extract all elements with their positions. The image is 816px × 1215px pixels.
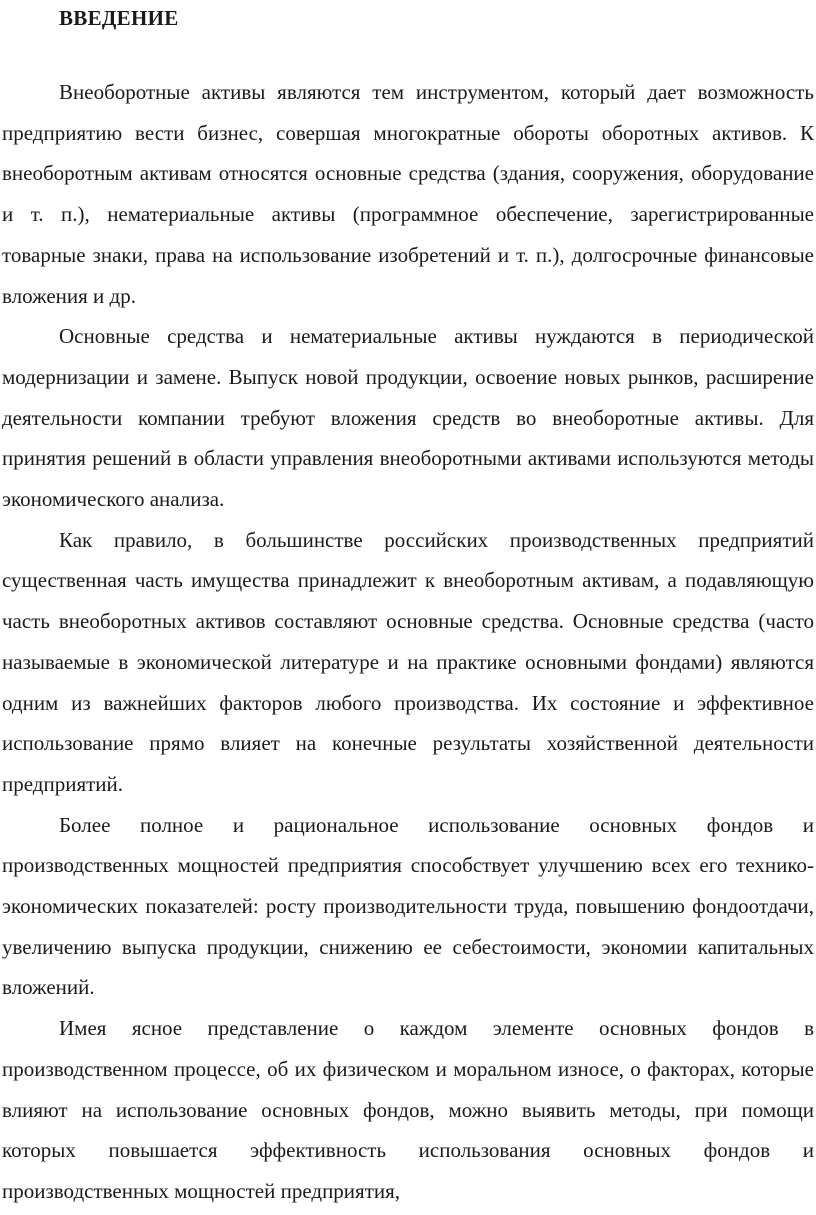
paragraph-3: Как правило, в большинстве российских производственных предприятий существенная часть имущества принадлежит к внеоборотным активам, а подавляющую часть внеоборотных активов составляют основные средства. Основные средства (часто называемые в экономической литературе и на практике основными фондами) являются одним из важнейших факторов любого производства. Их состояние и эффективное использование прямо влияет на конечные результаты хозяйственной деятельности предприятий. bbox=[2, 527, 814, 796]
paragraph-2: Основные средства и нематериальные активы нуждаются в периодической модернизации и замене. Выпуск новой продукции, освоение новых рынков, расширение деятельности компании требуют вложения средств во внеоборотные активы. Для принятия решений в области управления внеоборотными активами используются методы экономического анализа. bbox=[2, 324, 814, 512]
paragraph-4: Более полное и рациональное использование основных фондов и производственных мощностей предприятия способствует улучшению всех его технико-экономических показателей: росту производительности труда, повышению фондоотдачи, увеличению выпуска продукции, снижению ее себестоимости, экономии капитальных вложений. bbox=[2, 812, 814, 1000]
paragraph-5: Имея ясное представление о каждом элементе основных фондов в производственном процессе, об их физическом и моральном износе, о факторах, которые влияют на использование основных фондов, можно выявить методы, при помощи которых повышается эффективность использования основных фондов и производственных мощностей предприятия, bbox=[2, 1016, 814, 1203]
paragraph-1: Внеоборотные активы являются тем инструментом, который дает возможность предприятию вести бизнес, совершая многократные обороты оборотных активов. К внеоборотным активам относятся основные средства (здания, сооружения, оборудование и т. п.), нематериальные активы (программное обеспечение, зарегистрированные товарные знаки, права на использование изобретений и т. п.), долгосрочные финансовые вложения и др. bbox=[2, 80, 814, 308]
document-body bbox=[2, 72, 814, 1212]
document-title: ВВЕДЕНИЕ bbox=[59, 6, 179, 30]
